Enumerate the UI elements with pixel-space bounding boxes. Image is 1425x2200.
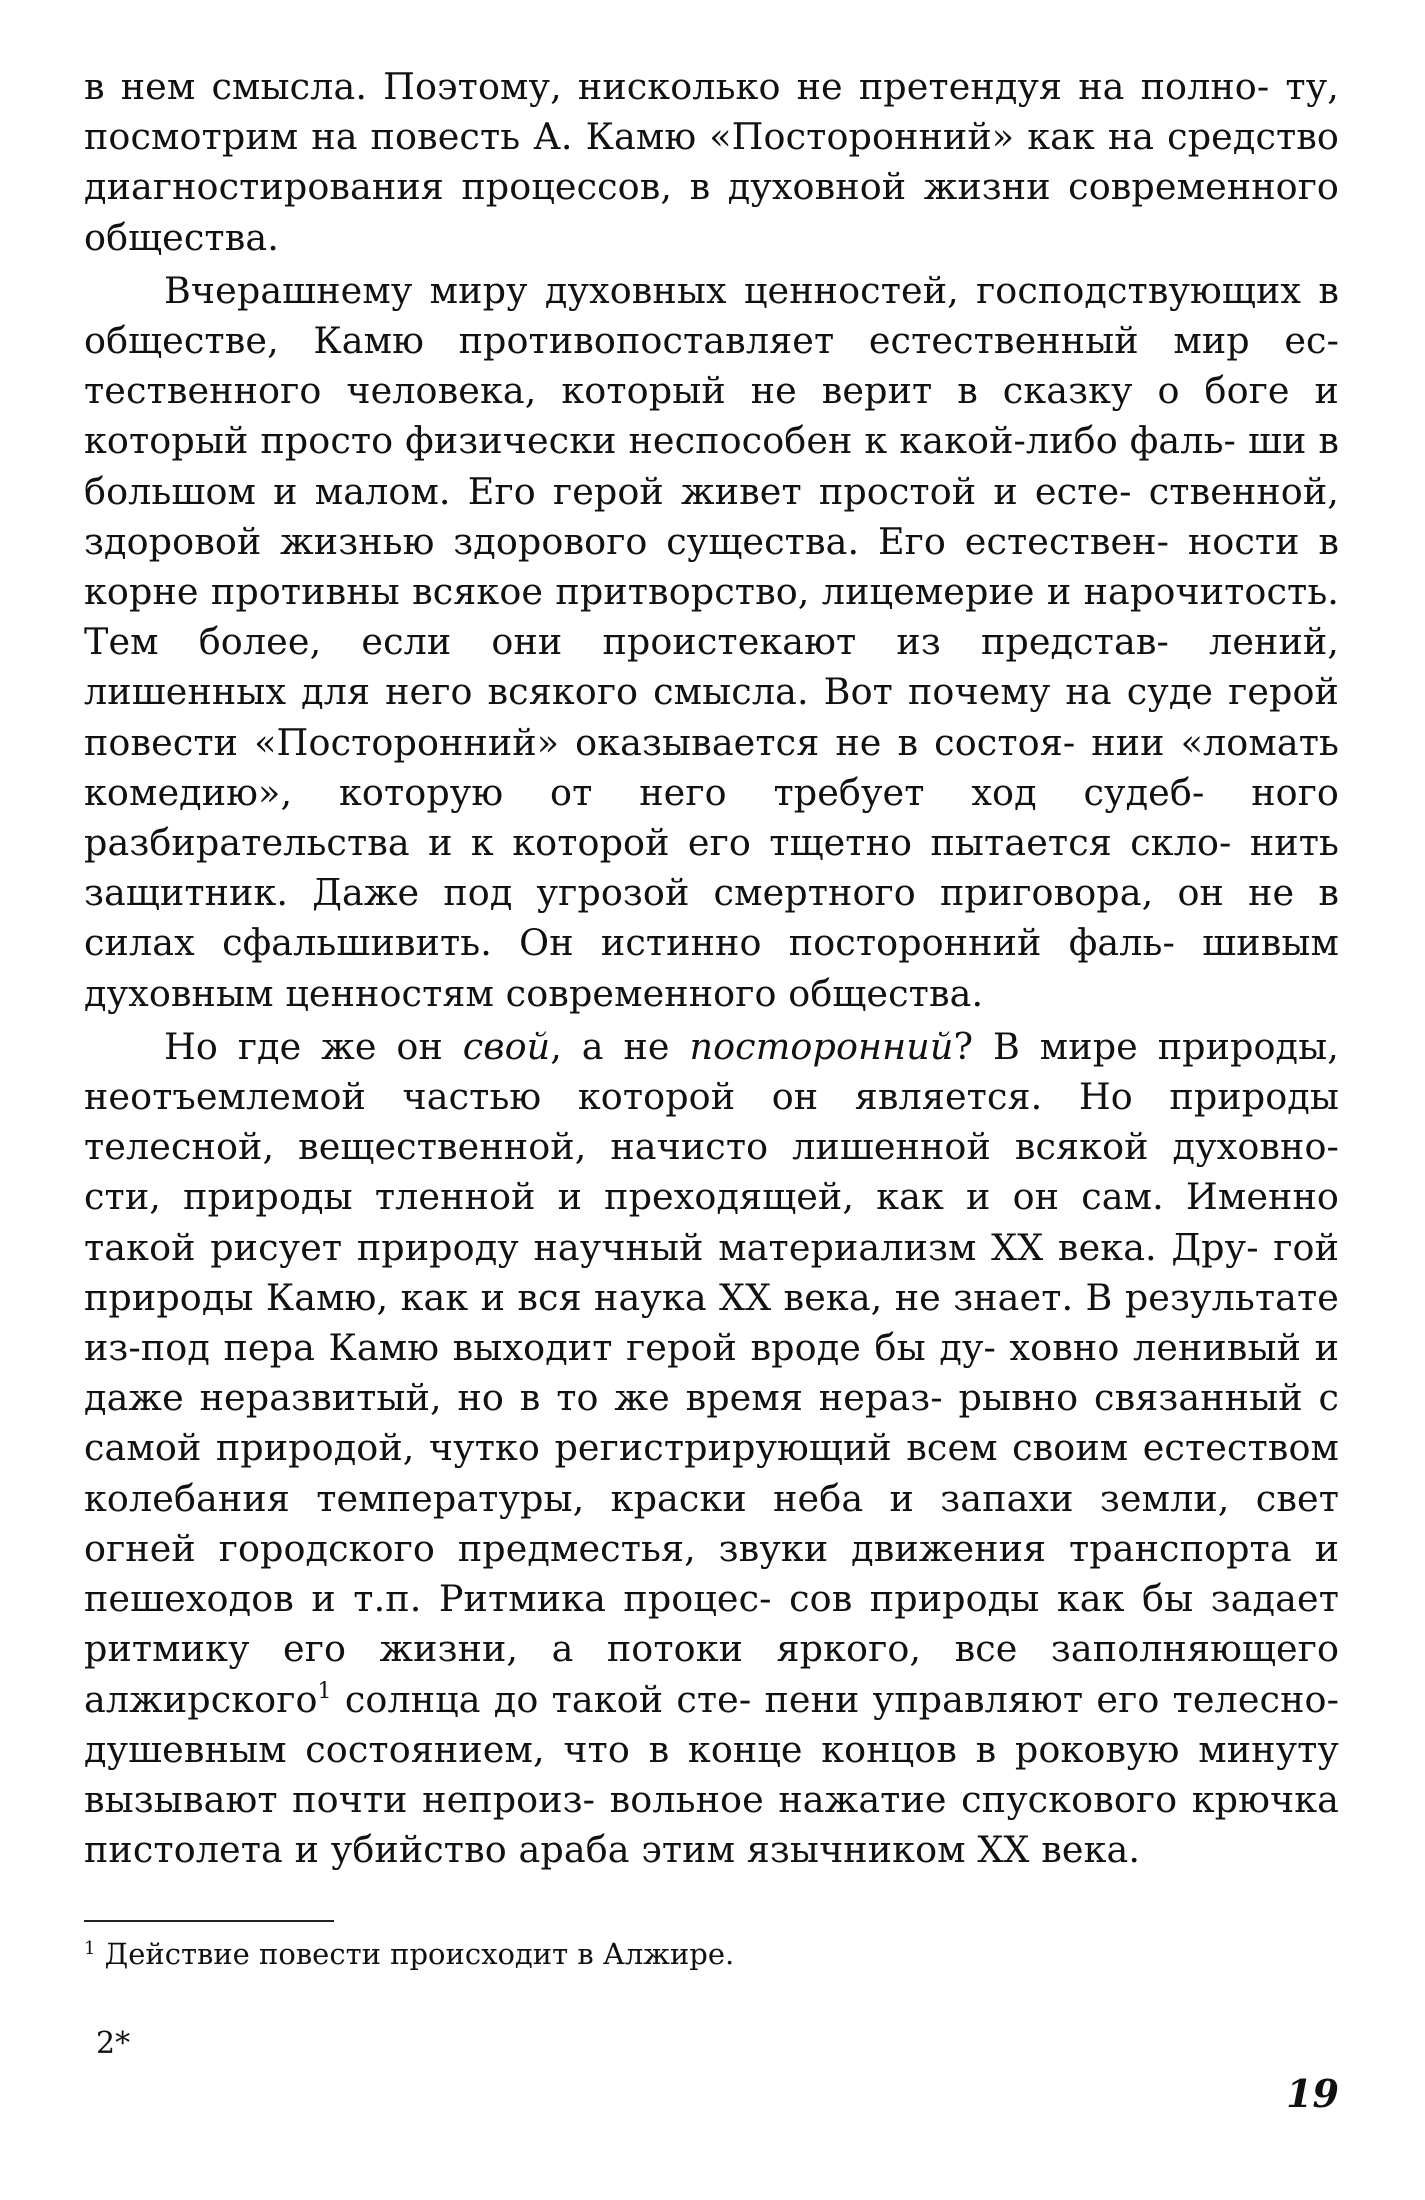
text-line: суде герой повести «Посторонний» оказывается не в состоя- <box>84 670 1339 764</box>
text-line: Вчерашнему миру духовных ценностей, господствующих <box>164 268 1302 312</box>
text-line: вольное нажатие спускового крючка пистолета и убийство <box>84 1777 1339 1872</box>
text-line: в нем смысла. Поэтому, нисколько не претендуя на полно- <box>84 65 1270 108</box>
text-segment: , а не <box>550 1024 690 1068</box>
paragraph-1 <box>84 62 1339 263</box>
text-line: нить защитник. Даже под угрозой смертного приговора, он <box>84 821 1339 915</box>
text-line: гой природы Камю, как и вся наука XX века, не знает. В <box>84 1225 1340 1319</box>
text-line-first <box>164 1025 1339 1068</box>
text-line: нии «ломать комедию», которую от него требует ход судеб- <box>84 720 1339 814</box>
text-segment: Но где же он <box>164 1024 463 1068</box>
text-line: шивым духовным ценностям современного общества. <box>84 921 1339 1015</box>
text-line: конце концов в роковую минуту вызывают почти непроиз- <box>84 1727 1340 1821</box>
text-line: такой рисует природу научный материализм XX века. Дру- <box>84 1225 1259 1269</box>
italic-word-svoi: свой <box>462 1024 551 1068</box>
text-line: не в силах сфальшивить. Он истинно посторонний фаль- <box>84 871 1339 965</box>
footnote-divider <box>84 1920 334 1922</box>
text-line: ности в корне противны всякое притворство, лицемерие и <box>84 519 1340 614</box>
text-line: ши в большом и малом. Его герой живет простой и есте- <box>84 419 1340 513</box>
text-segment: ? В мире природы, <box>953 1024 1339 1068</box>
text-line: и запахи земли, свет огней городского предместья, звуки <box>84 1476 1339 1570</box>
text-line: всем своим естеством колебания температуры, краски неба <box>84 1426 1340 1520</box>
text-line: который просто физически неспособен к какой-либо фаль- <box>84 419 1236 463</box>
text-line: ту, посмотрим на повесть А. Камю «Посторонний» как на <box>84 65 1339 159</box>
footnote <box>84 1934 1339 1974</box>
text-line: средство диагностирования процессов, в духовной жизни <box>84 115 1340 209</box>
footnote-reference[interactable]: 1 <box>317 1678 332 1704</box>
text-line: ственной, здоровой жизнью здорового существа. Его естествен- <box>84 469 1340 563</box>
text-line: ного разбирательства и к которой его тщетно пытается скло- <box>84 770 1340 865</box>
text-line: нарочитость. Тем более, если они проистекают из представ- <box>84 570 1339 664</box>
text-line: движения транспорта и пешеходов и т.п. Ритмика процес- <box>84 1526 1339 1621</box>
text-line: араба этим язычником XX века. <box>518 1828 1141 1872</box>
text-line: пени управляют его телесно-душевным состоянием, что в <box>84 1677 1340 1771</box>
paragraph-2 <box>84 266 1339 1019</box>
text-line: результате из-под пера Камю выходит герой вроде бы ду- <box>84 1275 1339 1370</box>
text-line: сти, природы тленной и преходящей, как и он сам. Именно <box>84 1175 1339 1219</box>
text-line: в обществе, Камю противопоставляет естественный мир ес- <box>84 268 1339 363</box>
text-segment: яркого, все заполняющего алжирского <box>84 1627 1340 1721</box>
paragraph-3 <box>84 1022 1339 1875</box>
text-line: телесной, вещественной, начисто лишенной всякой духовно- <box>84 1125 1339 1169</box>
signature-mark: 2* <box>96 2026 131 2061</box>
text-line: сов природы как бы задает ритмику его жизни, а потоки <box>84 1577 1339 1671</box>
text-line: неотъемлемой частью которой он является. Но природы <box>84 1075 1339 1119</box>
page-body <box>84 62 1339 1875</box>
text-line: ховно ленивый и даже неразвитый, но в то же время нераз- <box>84 1326 1340 1420</box>
italic-word-postoronniy: посторонний <box>689 1024 954 1068</box>
text-line: тественного человека, который не верит в сказку о боге и <box>84 369 1339 413</box>
page-number: 19 <box>1286 2071 1339 2116</box>
text-line: рывно связанный с самой природой, чутко регистрирующий <box>84 1376 1339 1470</box>
text-line: лений, лишенных для него всякого смысла. Вот почему на <box>84 620 1340 714</box>
text-line: современного общества. <box>84 165 1340 259</box>
footnote-marker: 1 <box>84 1938 96 1959</box>
footnote-text: Действие повести происходит в Алжире. <box>95 1937 735 1971</box>
text-segment: солнца до такой сте- <box>331 1677 752 1721</box>
